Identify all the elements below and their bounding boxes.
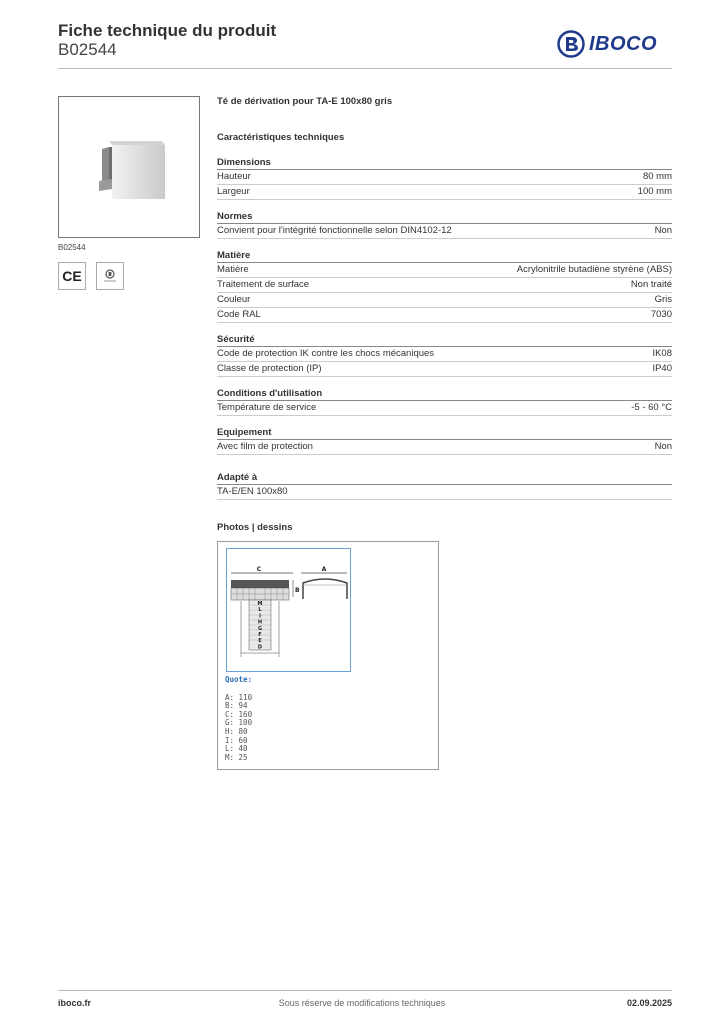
spec-row bbox=[217, 293, 672, 308]
spec-value: Non bbox=[654, 441, 672, 452]
spec-label: Code RAL bbox=[217, 309, 261, 320]
quote-title: Quote: bbox=[225, 675, 253, 684]
dimension-label-m: M bbox=[257, 601, 263, 607]
quote-line: G: 100 bbox=[225, 718, 253, 728]
spec-section bbox=[217, 210, 672, 239]
technical-content bbox=[217, 96, 672, 536]
spec-label: Classe de protection (IP) bbox=[217, 363, 322, 374]
spec-value: Non bbox=[654, 225, 672, 236]
spec-value: Gris bbox=[654, 294, 672, 305]
spec-row bbox=[217, 347, 672, 362]
ce-mark: CE bbox=[58, 262, 86, 290]
technical-drawing bbox=[226, 548, 351, 672]
spec-row bbox=[217, 308, 672, 323]
product-illustration bbox=[59, 97, 199, 237]
certification-icon bbox=[96, 262, 124, 290]
quote-lines bbox=[225, 694, 252, 763]
dimension-label-e: E bbox=[258, 638, 262, 645]
dimension-label-h: H bbox=[257, 619, 263, 626]
footer-date: 02.09.2025 bbox=[626, 998, 672, 1008]
product-code-label: B02544 bbox=[58, 243, 86, 252]
footer-website: iboco.fr bbox=[58, 998, 91, 1008]
spec-value: IP40 bbox=[652, 363, 672, 374]
spec-value: Non traité bbox=[630, 279, 672, 290]
spec-label: Code de protection IK contre les chocs mécaniques bbox=[217, 348, 435, 359]
spec-value: 80 mm bbox=[642, 171, 672, 182]
spec-label: Avec film de protection bbox=[217, 441, 313, 452]
spec-row bbox=[217, 362, 672, 377]
dimension-label-c: C bbox=[256, 566, 262, 573]
spec-label: Couleur bbox=[217, 294, 251, 305]
spec-sections bbox=[217, 156, 672, 455]
spec-label: Température de service bbox=[217, 402, 317, 413]
spec-value: 100 mm bbox=[637, 186, 672, 197]
quote-line: B: 94 bbox=[225, 701, 248, 711]
dimension-label-g: G bbox=[257, 625, 263, 632]
spec-row bbox=[217, 485, 672, 500]
quote-line: L: 40 bbox=[225, 744, 248, 754]
logo-text: IBOCO bbox=[589, 32, 658, 55]
quote-line: I: 60 bbox=[225, 735, 248, 745]
dimension-label-i: I bbox=[259, 613, 261, 620]
dimension-label-b: B bbox=[295, 587, 300, 594]
spec-section bbox=[217, 156, 672, 200]
spec-value: IK08 bbox=[652, 348, 672, 359]
spec-label: Matière bbox=[217, 264, 249, 275]
spec-row bbox=[217, 263, 672, 278]
section-title: Dimensions bbox=[217, 156, 672, 170]
product-image bbox=[58, 96, 200, 238]
quote-line: C: 160 bbox=[225, 709, 253, 719]
spec-label: Hauteur bbox=[217, 171, 251, 182]
section-title: Adapté à bbox=[217, 471, 672, 485]
spec-label: Traitement de surface bbox=[217, 279, 310, 290]
product-code: B02544 bbox=[58, 40, 117, 59]
section-title: Matière bbox=[217, 249, 672, 263]
spec-section-adapted bbox=[217, 471, 672, 500]
spec-row bbox=[217, 440, 672, 455]
spec-value: Acrylonitrile butadiène styrène (ABS) bbox=[516, 264, 672, 275]
product-name: Té de dérivation pour TA-E 100x80 gris bbox=[217, 96, 393, 107]
footer-disclaimer: Sous réserve de modifications techniques bbox=[278, 998, 446, 1008]
footer-divider bbox=[58, 990, 672, 991]
spec-row bbox=[217, 170, 672, 185]
dimension-label-a: A bbox=[321, 566, 327, 573]
technical-characteristics-title: Caractéristiques techniques bbox=[217, 132, 345, 143]
dimension-label-l: L bbox=[258, 607, 262, 614]
spec-value: -5 - 60 °C bbox=[631, 402, 672, 413]
dimension-label-d: D bbox=[257, 644, 263, 651]
iboco-logo bbox=[557, 28, 675, 60]
dimension-label-f: F bbox=[258, 632, 262, 638]
iboco-logo-icon bbox=[557, 30, 585, 58]
section-title: Normes bbox=[217, 210, 672, 224]
dimension-drawing bbox=[227, 549, 350, 671]
spec-row bbox=[217, 278, 672, 293]
certification-seal-icon bbox=[101, 267, 119, 285]
quote-line: H: 80 bbox=[225, 726, 248, 736]
section-title: Conditions d'utilisation bbox=[217, 387, 672, 401]
section-title: Equipement bbox=[217, 426, 672, 440]
spec-label: Largeur bbox=[217, 186, 250, 197]
photos-title: Photos | dessins bbox=[217, 522, 293, 533]
spec-section bbox=[217, 426, 672, 455]
spec-row bbox=[217, 401, 672, 416]
header-divider bbox=[58, 68, 672, 69]
spec-row bbox=[217, 185, 672, 200]
spec-value: 7030 bbox=[650, 309, 672, 320]
quote-line: A: 110 bbox=[225, 692, 253, 702]
spec-row bbox=[217, 224, 672, 239]
spec-section bbox=[217, 387, 672, 416]
spec-label: Convient pour l'intégrité fonctionnelle selon DIN4102-12 bbox=[217, 225, 452, 236]
spec-section bbox=[217, 333, 672, 377]
quote-line: M: 25 bbox=[225, 752, 248, 762]
spec-section bbox=[217, 249, 672, 323]
spec-label: TA-E/EN 100x80 bbox=[217, 486, 288, 497]
page-title: Fiche technique du produit bbox=[58, 21, 277, 40]
quote-block bbox=[225, 676, 252, 762]
section-title: Sécurité bbox=[217, 333, 672, 347]
